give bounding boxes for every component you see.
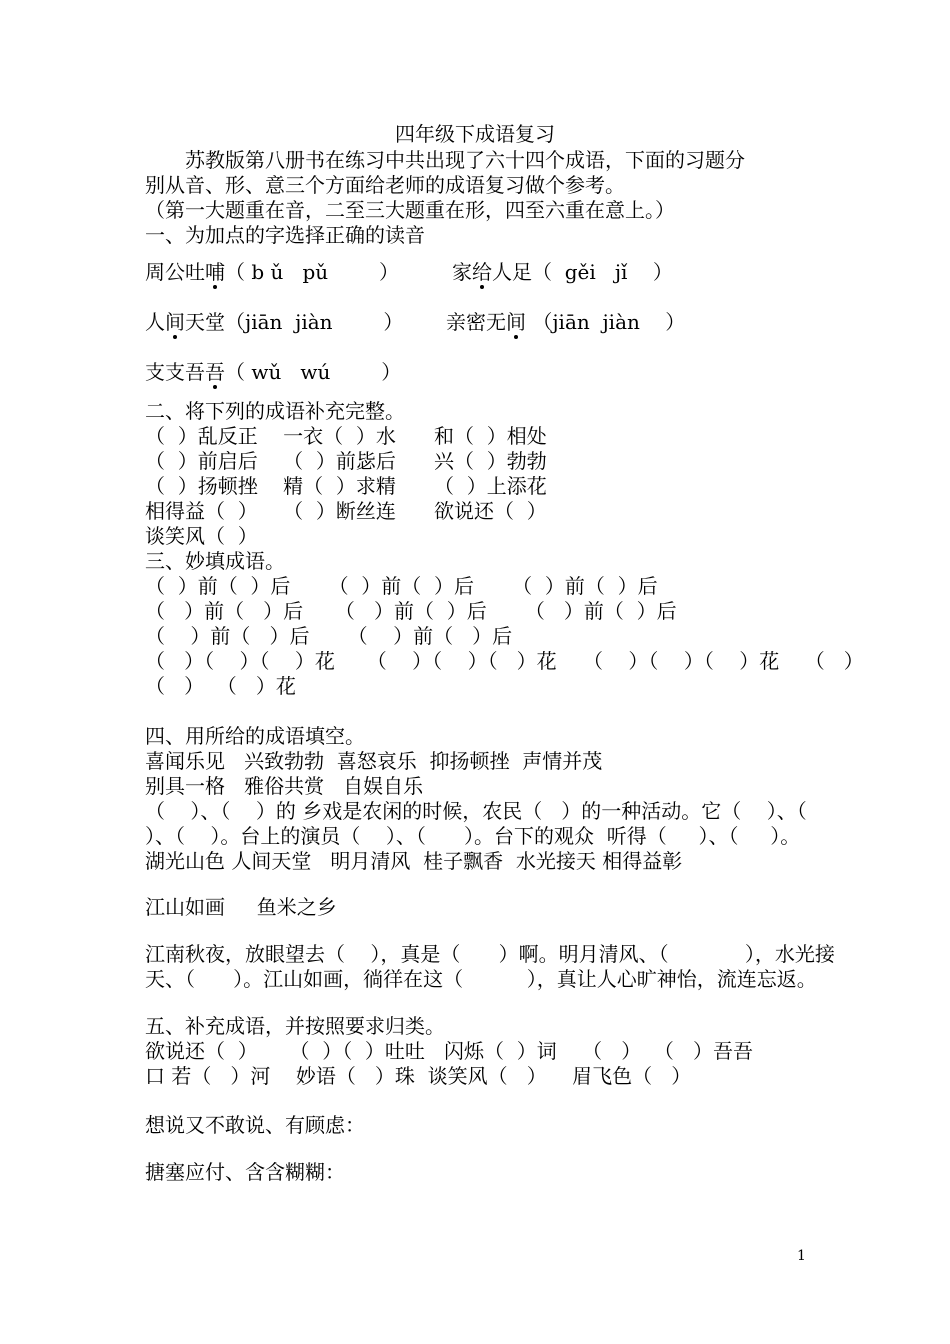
word-bank: 湖光山色 人间天堂 明月清风 桂子飘香 水光接天 相得益彰 [145, 849, 683, 873]
pinyin-options: （ b ǔ pǔ ） [225, 260, 400, 284]
pinyin-question-5 [145, 360, 401, 385]
section-1-heading: 一、为加点的字选择正确的读音 [145, 223, 425, 247]
section-3-heading: 三、妙填成语。 [145, 549, 285, 573]
pinyin-options: 天堂（jiān jiàn ） [185, 310, 404, 334]
idiom-fill-line: （ ）前（ ）后 （ ）前（ ）后 （ ）前（ ）后 [145, 574, 658, 598]
idiom-fill-line: （ ）前（ ）后 （ ）前（ ）后 [145, 624, 513, 648]
idiom-fill-line: 口 若（ ）河 妙语（ ）珠 谈笑风（ ） 眉飞色（ ） [145, 1064, 692, 1088]
question-text: 支支吾 [145, 360, 205, 384]
pinyin-question-4 [446, 310, 685, 335]
word-bank: 别具一格 雅俗共赏 自娱自乐 [145, 774, 424, 798]
idiom-fill-line: （ ）乱反正 一衣（ ）水 和（ ）相处 [145, 424, 547, 448]
question-text: 周公吐 [145, 260, 205, 284]
page-title: 四年级下成语复习 [395, 122, 555, 146]
pinyin-question-2 [452, 260, 673, 285]
idiom-fill-line: 谈笑风（ ） [145, 524, 258, 548]
fill-paragraph: ）、（ ）。台上的演员（ ）、（ ）。台下的观众 听得（ ）、（ ）。 [145, 824, 801, 848]
dotted-char: 给 [472, 260, 492, 284]
idiom-fill-line: （ ）前启后 （ ）前毖后 兴（ ）勃勃 [145, 449, 547, 473]
word-bank: 喜闻乐见 兴致勃勃 喜怒哀乐 抑扬顿挫 声情并茂 [145, 749, 603, 773]
pinyin-options: （ wǔ wú ） [225, 360, 402, 384]
fill-paragraph: 江南秋夜，放眼望去（ ），真是（ ）啊。明月清风、（ ），水光接 [145, 942, 835, 966]
dotted-char: 哺 [205, 260, 225, 284]
section-5-heading: 五、补充成语，并按照要求归类。 [145, 1014, 445, 1038]
idiom-fill-line: （ ）前（ ）后 （ ）前（ ）后 （ ）前（ ）后 [145, 599, 677, 623]
dotted-char: 间 [506, 310, 526, 334]
intro-line-1: 苏教版第八册书在练习中共出现了六十四个成语，下面的习题分 [185, 148, 745, 172]
pinyin-options: （jiān jiàn ） [526, 310, 686, 334]
idiom-fill-line: （ ） （ ）花 [145, 674, 296, 698]
pinyin-question-1 [145, 260, 399, 285]
idiom-fill-line: （ ）扬顿挫 精（ ）求精 （ ）上添花 [145, 474, 547, 498]
intro-line-3: （第一大题重在音，二至三大题重在形，四至六重在意上。） [145, 198, 675, 222]
idiom-fill-line: （ ）（ ）（ ）花 （ ）（ ）（ ）花 [145, 649, 557, 673]
idiom-fill-line: 相得益（ ） （ ）断丝连 欲说还（ ） [145, 499, 547, 523]
section-2-heading: 二、将下列的成语补充完整。 [145, 399, 405, 423]
question-text: 家 [452, 260, 472, 284]
fill-paragraph: 天、（ ）。江山如画，徜徉在这（ ），真让人心旷神怡，流连忘返。 [145, 967, 817, 991]
idiom-fill-line: （ ）（ ）（ ）花 （ ） [583, 649, 864, 673]
category-label: 搪塞应付、含含糊糊： [145, 1160, 345, 1184]
dotted-char: 间 [165, 310, 185, 334]
fill-paragraph: （ ）、（ ）的 乡戏是农闲的时候，农民（ ）的一种活动。它（ ）、（ [145, 799, 807, 823]
pinyin-options: 人足（ gěi jǐ ） [492, 260, 673, 284]
pinyin-question-3 [145, 310, 403, 335]
intro-line-2: 别从音、形、意三个方面给老师的成语复习做个参考。 [145, 173, 625, 197]
page-number: 1 [797, 1248, 806, 1264]
section-4-heading: 四、用所给的成语填空。 [145, 724, 365, 748]
word-bank: 江山如画 鱼米之乡 [145, 895, 337, 919]
question-text: 亲密无 [446, 310, 506, 334]
question-text: 人 [145, 310, 165, 334]
dotted-char: 吾 [205, 360, 225, 384]
category-label: 想说又不敢说、有顾虑： [145, 1113, 365, 1137]
idiom-fill-line: 欲说还（ ） （ ）（ ）吐吐 闪烁（ ）词 （ ） （ ）吾吾 [145, 1039, 754, 1063]
